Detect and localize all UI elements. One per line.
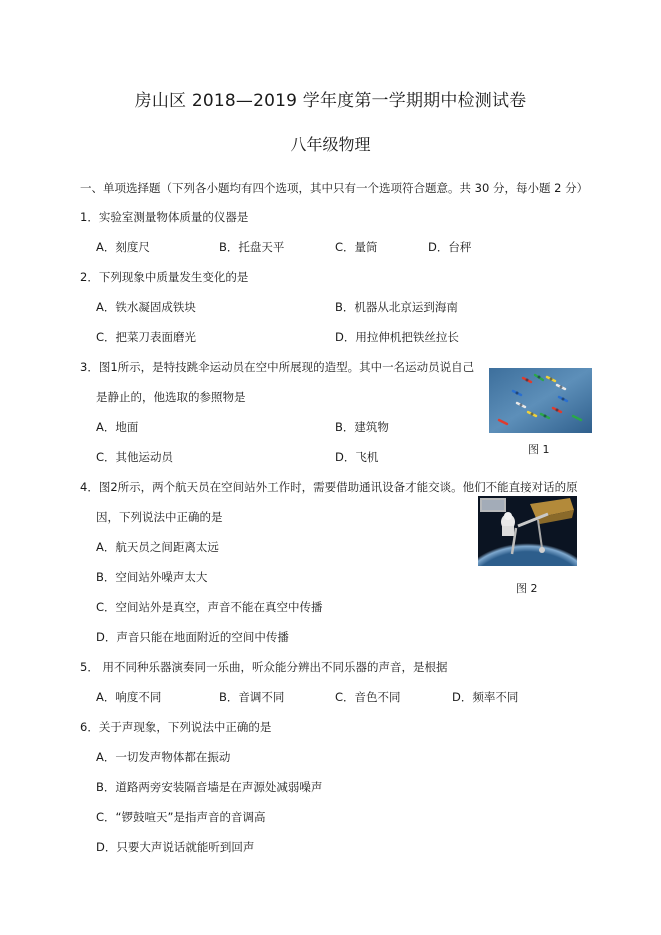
exam-title: 房山区 2018—2019 学年度第一学期期中检测试卷 — [134, 91, 527, 111]
question-1-option-d: D．台秤 — [428, 240, 472, 254]
question-6-option-a: A．一切发声物体都在振动 — [96, 750, 231, 764]
question-3-option-a: A．地面 — [96, 420, 139, 434]
question-6-option-d: D．只要大声说话就能听到回声 — [96, 840, 255, 854]
question-4-option-c: C．空间站外是真空，声音不能在真空中传播 — [96, 600, 323, 614]
question-3-stem-line-1: 3．图1所示，是特技跳伞运动员在空中所展现的造型。其中一名运动员说自己 — [80, 360, 475, 374]
exam-subject: 八年级物理 — [290, 135, 371, 154]
space-station-illustration — [478, 496, 577, 566]
question-6-stem: 6．关于声现象，下列说法中正确的是 — [80, 720, 272, 734]
question-4-stem-line-2: 因，下列说法中正确的是 — [96, 510, 223, 524]
skydivers-illustration — [489, 368, 592, 433]
question-6-option-b: B．道路两旁安装隔音墙是在声源处减弱噪声 — [96, 780, 323, 794]
question-4-option-b: B．空间站外噪声太大 — [96, 570, 208, 584]
question-2-stem: 2．下列现象中质量发生变化的是 — [80, 270, 249, 284]
question-1-stem: 1．实验室测量物体质量的仪器是 — [80, 210, 249, 224]
question-1-option-b: B．托盘天平 — [219, 240, 285, 254]
question-4-stem-line-1: 4．图2所示，两个航天员在空间站外工作时，需要借助通讯设备才能交谈。他们不能直接对话的原 — [80, 480, 578, 494]
question-5-option-b: B．音调不同 — [219, 690, 285, 704]
question-3-option-b: B．建筑物 — [335, 420, 389, 434]
question-4-option-d: D．声音只能在地面附近的空间中传播 — [96, 630, 289, 644]
question-2-option-c: C．把菜刀表面磨光 — [96, 330, 197, 344]
question-1-option-a: A．刻度尺 — [96, 240, 150, 254]
figure-1-caption: 图 1 — [528, 443, 550, 456]
question-3-stem-line-2: 是静止的，他选取的参照物是 — [96, 390, 246, 404]
question-3-option-d: D．飞机 — [335, 450, 379, 464]
figure-2-space-station-image — [478, 496, 577, 566]
section-heading: 一、单项选择题（下列各小题均有四个选项，其中只有一个选项符合题意。共 30 分，每小题 2 分） — [80, 181, 589, 195]
question-5-option-a: A．响度不同 — [96, 690, 162, 704]
question-2-option-d: D．用拉伸机把铁丝拉长 — [335, 330, 459, 344]
figure-1-skydivers-image — [489, 368, 592, 433]
question-5-option-c: C．音色不同 — [335, 690, 401, 704]
question-4-option-a: A．航天员之间距离太远 — [96, 540, 219, 554]
question-5-stem: 5． 用不同种乐器演奏同一乐曲，听众能分辨出不同乐器的声音，是根据 — [80, 660, 448, 674]
question-3-option-c: C．其他运动员 — [96, 450, 174, 464]
question-2-option-a: A．铁水凝固成铁块 — [96, 300, 196, 314]
figure-2-caption: 图 2 — [516, 582, 538, 595]
question-5-option-d: D．频率不同 — [452, 690, 519, 704]
question-1-option-c: C．量筒 — [335, 240, 378, 254]
question-2-option-b: B．机器从北京运到海南 — [335, 300, 458, 314]
question-6-option-c: C．“锣鼓喧天”是指声音的音调高 — [96, 810, 266, 824]
